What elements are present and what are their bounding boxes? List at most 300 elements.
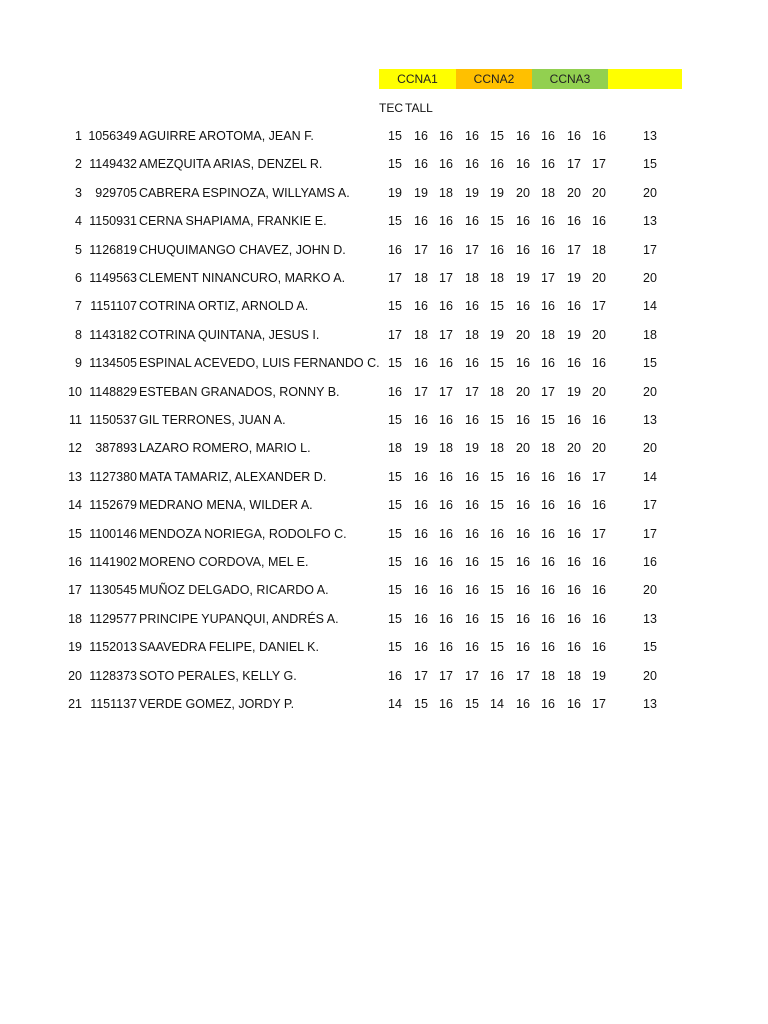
grade-cell: 16	[516, 611, 530, 626]
grade-cell: 17	[567, 242, 581, 257]
grade-cell: 19	[490, 327, 504, 342]
final-grade-cell: 13	[643, 129, 657, 143]
student-code: 1148829	[89, 384, 137, 399]
grade-cell: 19	[567, 384, 581, 399]
grade-cell: 16	[439, 242, 453, 257]
grade-cell: 16	[465, 583, 479, 598]
grade-cell: 15	[388, 413, 402, 427]
student-name: CERNA SHAPIAMA, FRANKIE E.	[139, 214, 327, 229]
student-code: 1134505	[89, 356, 137, 371]
final-grade-cell: 15	[643, 640, 657, 655]
grade-cell: 16	[567, 214, 581, 229]
grade-cell: 15	[388, 555, 402, 569]
grade-cell: 16	[490, 157, 504, 172]
final-grade-cell: 13	[643, 611, 657, 626]
grade-cell: 15	[388, 611, 402, 626]
grade-cell: 17	[414, 668, 428, 683]
grade-cell: 20	[516, 441, 530, 456]
grade-cell: 18	[541, 327, 555, 342]
grade-cell: 16	[516, 356, 530, 371]
student-name: ESPINAL ACEVEDO, LUIS FERNANDO C.	[139, 356, 380, 371]
row-number: 12	[68, 441, 82, 456]
grade-cell: 16	[516, 242, 530, 257]
grade-cell: 16	[516, 697, 530, 711]
grade-cell: 16	[465, 157, 479, 172]
grade-cell: 16	[567, 526, 581, 541]
grade-cell: 16	[439, 299, 453, 314]
grade-cell: 16	[516, 413, 530, 427]
grade-cell: 16	[541, 469, 555, 484]
grade-cell: 15	[388, 299, 402, 314]
grade-cell: 16	[439, 498, 453, 513]
grade-cell: 16	[414, 469, 428, 484]
final-grade-cell: 16	[643, 555, 657, 569]
grade-cell: 16	[465, 526, 479, 541]
grade-cell: 16	[516, 583, 530, 598]
grade-cell: 16	[439, 413, 453, 427]
student-name: MATA TAMARIZ, ALEXANDER D.	[139, 469, 327, 484]
student-code: 1143182	[89, 327, 137, 342]
grade-cell: 17	[439, 384, 453, 399]
grade-cell: 16	[439, 356, 453, 371]
ccna3-header: CCNA3	[549, 72, 591, 86]
final-grade-cell: 17	[643, 498, 657, 513]
grade-cell: 16	[465, 555, 479, 569]
grade-cell: 16	[516, 526, 530, 541]
grade-cell: 15	[490, 214, 504, 229]
student-name: GIL TERRONES, JUAN A.	[139, 413, 286, 427]
final-grade-cell: 20	[643, 185, 657, 200]
grade-cell: 15	[541, 413, 555, 427]
grade-cell: 16	[567, 583, 581, 598]
grade-cell: 17	[388, 327, 402, 342]
grade-cell: 16	[439, 555, 453, 569]
grade-cell: 17	[465, 384, 479, 399]
row-number: 2	[75, 157, 82, 172]
table-row	[0, 154, 768, 174]
grade-cell: 16	[465, 214, 479, 229]
grade-cell: 15	[490, 469, 504, 484]
student-code: 1056349	[88, 129, 137, 143]
grade-cell: 16	[541, 640, 555, 655]
grade-cell: 16	[567, 640, 581, 655]
grade-cell: 16	[414, 356, 428, 371]
grade-cell: 17	[414, 242, 428, 257]
grade-cell: 16	[414, 299, 428, 314]
grade-cell: 18	[490, 441, 504, 456]
grade-cell: 18	[541, 185, 555, 200]
grade-cell: 20	[516, 327, 530, 342]
table-row	[0, 296, 768, 316]
student-code: 1150931	[89, 214, 137, 229]
student-code: 1141902	[89, 555, 137, 569]
student-name: MORENO CORDOVA, MEL E.	[139, 555, 309, 569]
table-row	[0, 410, 768, 430]
grade-cell: 17	[567, 157, 581, 172]
final-grade-cell: 13	[643, 214, 657, 229]
row-number: 16	[68, 555, 82, 569]
grade-cell: 18	[414, 327, 428, 342]
grade-cell: 16	[414, 498, 428, 513]
student-code: 1127380	[89, 469, 137, 484]
table-row	[0, 325, 768, 345]
grade-cell: 16	[541, 498, 555, 513]
grade-cell: 16	[414, 413, 428, 427]
student-name: LAZARO ROMERO, MARIO L.	[139, 441, 311, 456]
grade-cell: 15	[388, 157, 402, 172]
grade-cell: 19	[465, 185, 479, 200]
row-number: 6	[75, 271, 82, 285]
table-row	[0, 126, 768, 146]
grade-cell: 20	[516, 384, 530, 399]
student-code: 1100146	[89, 526, 137, 541]
grade-cell: 17	[541, 271, 555, 285]
grade-cell: 17	[465, 242, 479, 257]
final-grade-cell: 13	[643, 413, 657, 427]
grade-cell: 16	[592, 498, 606, 513]
grade-cell: 16	[465, 498, 479, 513]
grade-cell: 16	[516, 498, 530, 513]
table-row	[0, 524, 768, 544]
grade-cell: 20	[592, 327, 606, 342]
table-row	[0, 183, 768, 203]
grade-cell: 18	[490, 384, 504, 399]
final-grade-cell: 17	[643, 242, 657, 257]
grade-cell: 19	[567, 271, 581, 285]
final-grade-cell: 20	[643, 384, 657, 399]
student-code: 1128373	[89, 668, 137, 683]
row-number: 1	[75, 129, 82, 143]
student-code: 387893	[95, 441, 137, 456]
grade-cell: 16	[439, 129, 453, 143]
student-name: AMEZQUITA ARIAS, DENZEL R.	[139, 157, 323, 172]
grade-cell: 18	[439, 185, 453, 200]
tall-subheader: TALL	[405, 101, 433, 115]
grade-cell: 16	[541, 242, 555, 257]
grade-cell: 17	[439, 668, 453, 683]
ccna2-header: CCNA2	[473, 72, 515, 86]
final-grade-cell: 20	[643, 441, 657, 456]
grade-cell: 17	[516, 668, 530, 683]
row-number: 4	[75, 214, 82, 229]
tec-subheader: TEC	[379, 101, 403, 115]
grade-cell: 18	[414, 271, 428, 285]
grade-cell: 16	[567, 469, 581, 484]
grade-cell: 16	[592, 356, 606, 371]
student-name: AGUIRRE AROTOMA, JEAN F.	[139, 129, 314, 143]
grade-cell: 16	[414, 583, 428, 598]
grade-cell: 15	[490, 611, 504, 626]
student-name: MUÑOZ DELGADO, RICARDO A.	[139, 583, 329, 598]
grade-cell: 16	[567, 356, 581, 371]
grade-cell: 16	[567, 413, 581, 427]
row-number: 15	[68, 526, 82, 541]
grade-cell: 16	[541, 611, 555, 626]
grade-cell: 16	[516, 157, 530, 172]
grade-cell: 16	[592, 611, 606, 626]
grade-cell: 15	[388, 498, 402, 513]
row-number: 18	[68, 611, 82, 626]
grade-cell: 16	[516, 640, 530, 655]
student-code: 1152013	[89, 640, 137, 655]
grade-cell: 15	[388, 129, 402, 143]
grade-cell: 16	[388, 242, 402, 257]
grade-cell: 15	[490, 299, 504, 314]
table-row	[0, 353, 768, 373]
grade-cell: 16	[567, 129, 581, 143]
grade-cell: 16	[592, 640, 606, 655]
student-code: 1130545	[89, 583, 137, 598]
student-name: MEDRANO MENA, WILDER A.	[139, 498, 313, 513]
ccna1-header: CCNA1	[397, 72, 438, 86]
grade-cell: 19	[414, 185, 428, 200]
grade-cell: 19	[567, 327, 581, 342]
row-number: 14	[68, 498, 82, 513]
grade-cell: 15	[490, 583, 504, 598]
grade-cell: 15	[490, 413, 504, 427]
row-number: 9	[75, 356, 82, 371]
grade-cell: 16	[567, 498, 581, 513]
grade-cell: 18	[388, 441, 402, 456]
final-grade-cell: 15	[643, 157, 657, 172]
grade-cell: 19	[465, 441, 479, 456]
grade-cell: 16	[490, 242, 504, 257]
final-grade-cell: 17	[643, 526, 657, 541]
grade-cell: 16	[592, 555, 606, 569]
grade-cell: 20	[592, 384, 606, 399]
student-name: SOTO PERALES, KELLY G.	[139, 668, 297, 683]
grade-cell: 16	[414, 555, 428, 569]
final-grade-cell: 20	[643, 583, 657, 598]
grade-cell: 16	[541, 555, 555, 569]
grade-cell: 14	[388, 697, 402, 711]
grade-cell: 20	[592, 441, 606, 456]
final-grade-cell: 20	[643, 668, 657, 683]
grade-cell: 17	[592, 299, 606, 314]
grade-cell: 15	[388, 469, 402, 484]
table-row	[0, 609, 768, 629]
grade-cell: 16	[414, 526, 428, 541]
table-row	[0, 666, 768, 686]
grade-cell: 16	[516, 299, 530, 314]
row-number: 5	[75, 242, 82, 257]
grade-cell: 19	[516, 271, 530, 285]
student-name: VERDE GOMEZ, JORDY P.	[139, 697, 295, 711]
grade-cell: 16	[439, 583, 453, 598]
row-number: 19	[68, 640, 82, 655]
student-name: ESTEBAN GRANADOS, RONNY B.	[139, 384, 340, 399]
grade-cell: 18	[567, 668, 581, 683]
grade-cell: 16	[541, 526, 555, 541]
table-row	[0, 580, 768, 600]
row-number: 8	[75, 327, 82, 342]
row-number: 21	[68, 697, 82, 711]
grade-cell: 20	[567, 185, 581, 200]
grade-cell: 16	[414, 611, 428, 626]
grade-cell: 14	[490, 697, 504, 711]
grade-cell: 17	[592, 697, 606, 711]
grade-cell: 16	[388, 384, 402, 399]
grade-cell: 16	[592, 583, 606, 598]
grade-cell: 17	[592, 157, 606, 172]
grade-cell: 15	[490, 356, 504, 371]
final-grade-cell: 18	[643, 327, 657, 342]
grade-cell: 16	[490, 526, 504, 541]
student-code: 1151107	[90, 299, 137, 314]
table-row	[0, 268, 768, 288]
grade-cell: 16	[439, 469, 453, 484]
grade-cell: 16	[541, 697, 555, 711]
grade-cell: 16	[541, 157, 555, 172]
final-grade-cell: 20	[643, 271, 657, 285]
grade-cell: 16	[567, 299, 581, 314]
student-name: CHUQUIMANGO CHAVEZ, JOHN D.	[139, 242, 346, 257]
grade-cell: 16	[567, 611, 581, 626]
student-code: 1151137	[90, 697, 137, 711]
final-grade-cell: 13	[643, 697, 657, 711]
row-number: 20	[68, 668, 82, 683]
grade-cell: 15	[388, 214, 402, 229]
grade-cell: 16	[567, 697, 581, 711]
grade-cell: 15	[388, 640, 402, 655]
student-name: PRINCIPE YUPANQUI, ANDRÉS A.	[139, 611, 339, 626]
final-grade-cell: 15	[643, 356, 657, 371]
grade-cell: 16	[465, 640, 479, 655]
final-header-band	[608, 69, 682, 89]
grade-cell: 15	[465, 697, 479, 711]
row-number: 13	[68, 469, 82, 484]
grade-cell: 17	[592, 526, 606, 541]
grade-cell: 16	[465, 469, 479, 484]
table-row	[0, 467, 768, 487]
grade-cell: 17	[388, 271, 402, 285]
grade-cell: 16	[592, 214, 606, 229]
grade-cell: 17	[465, 668, 479, 683]
grade-cell: 16	[465, 299, 479, 314]
grade-cell: 16	[414, 214, 428, 229]
grade-cell: 19	[490, 185, 504, 200]
grade-cell: 15	[388, 583, 402, 598]
table-row	[0, 694, 768, 714]
grade-cell: 16	[414, 640, 428, 655]
grade-cell: 19	[414, 441, 428, 456]
table-row	[0, 495, 768, 515]
student-name: CABRERA ESPINOZA, WILLYAMS A.	[139, 185, 350, 200]
row-number: 10	[68, 384, 82, 399]
grade-cell: 18	[541, 668, 555, 683]
grade-cell: 15	[490, 555, 504, 569]
grade-cell: 18	[465, 271, 479, 285]
grade-cell: 16	[439, 214, 453, 229]
grade-cell: 16	[541, 583, 555, 598]
table-row	[0, 211, 768, 231]
grade-cell: 16	[592, 129, 606, 143]
grade-cell: 16	[439, 157, 453, 172]
grade-cell: 19	[388, 185, 402, 200]
grade-cell: 15	[388, 356, 402, 371]
grade-cell: 16	[490, 668, 504, 683]
grade-cell: 16	[567, 555, 581, 569]
grade-cell: 15	[490, 498, 504, 513]
grade-cell: 17	[439, 271, 453, 285]
grade-cell: 18	[490, 271, 504, 285]
row-number: 17	[68, 583, 82, 598]
grade-cell: 16	[541, 356, 555, 371]
grade-cell: 17	[541, 384, 555, 399]
grade-cell: 16	[516, 214, 530, 229]
grade-cell: 20	[592, 185, 606, 200]
grade-cell: 16	[439, 526, 453, 541]
student-code: 1149563	[89, 271, 137, 285]
grade-cell: 16	[516, 555, 530, 569]
grade-cell: 16	[516, 129, 530, 143]
grade-cell: 15	[388, 526, 402, 541]
grade-cell: 18	[541, 441, 555, 456]
grade-cell: 15	[490, 640, 504, 655]
student-name: CLEMENT NINANCURO, MARKO A.	[139, 271, 346, 285]
table-row	[0, 240, 768, 260]
grade-cell: 17	[592, 469, 606, 484]
final-grade-cell: 14	[643, 469, 657, 484]
student-code: 1126819	[89, 242, 137, 257]
student-name: SAAVEDRA FELIPE, DANIEL K.	[139, 640, 319, 655]
grade-cell: 16	[388, 668, 402, 683]
student-name: MENDOZA NORIEGA, RODOLFO C.	[139, 526, 347, 541]
table-row	[0, 552, 768, 572]
grade-cell: 16	[541, 129, 555, 143]
table-row	[0, 382, 768, 402]
grade-cell: 16	[516, 469, 530, 484]
grade-cell: 15	[490, 129, 504, 143]
student-code: 929705	[95, 185, 137, 200]
grade-cell: 16	[592, 413, 606, 427]
grade-cell: 16	[541, 214, 555, 229]
grade-cell: 16	[439, 611, 453, 626]
grade-cell: 19	[592, 668, 606, 683]
grade-cell: 18	[439, 441, 453, 456]
row-number: 7	[75, 299, 82, 314]
grade-cell: 17	[414, 384, 428, 399]
grade-cell: 20	[592, 271, 606, 285]
grade-cell: 16	[439, 640, 453, 655]
grade-cell: 16	[465, 129, 479, 143]
grade-cell: 20	[516, 185, 530, 200]
grade-cell: 18	[465, 327, 479, 342]
row-number: 3	[75, 185, 82, 200]
student-name: COTRINA ORTIZ, ARNOLD A.	[139, 299, 309, 314]
grade-cell: 17	[439, 327, 453, 342]
grade-cell: 16	[465, 356, 479, 371]
final-grade-cell: 14	[643, 299, 657, 314]
table-row	[0, 637, 768, 657]
grade-cell: 16	[414, 157, 428, 172]
student-name: COTRINA QUINTANA, JESUS I.	[139, 327, 320, 342]
grade-cell: 15	[414, 697, 428, 711]
student-code: 1149432	[89, 157, 137, 172]
student-code: 1152679	[89, 498, 137, 513]
table-row	[0, 438, 768, 458]
student-code: 1150537	[89, 413, 137, 427]
grade-cell: 18	[592, 242, 606, 257]
student-code: 1129577	[89, 611, 137, 626]
grade-cell: 16	[439, 697, 453, 711]
row-number: 11	[69, 413, 82, 427]
grade-cell: 16	[465, 611, 479, 626]
grade-cell: 16	[414, 129, 428, 143]
grade-cell: 16	[465, 413, 479, 427]
grade-cell: 20	[567, 441, 581, 456]
grade-cell: 16	[541, 299, 555, 314]
